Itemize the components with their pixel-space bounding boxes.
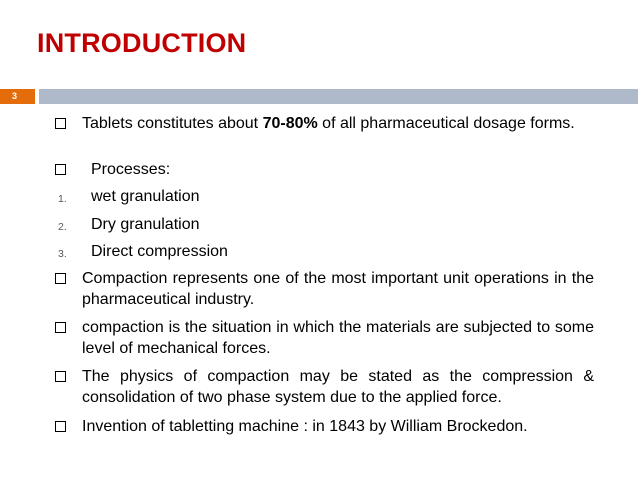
list-item-text: Compaction represents one of the most important unit operations in the pharmaceutical industry.: [82, 270, 594, 308]
slide-number: 3: [12, 91, 18, 101]
list-item-text-bold: 70-80%: [262, 115, 318, 132]
list-item-text: [82, 113, 594, 134]
header-rule-bar: [39, 89, 638, 104]
list-number: 2.: [58, 221, 67, 233]
list-item-text: compaction is the situation in which the materials are subjected to some level of mechanical forces.: [82, 319, 594, 357]
list-number: 3.: [58, 248, 67, 260]
list-item-text: Direct compression: [91, 243, 228, 260]
list-item-text-post: of all pharmaceutical dosage forms.: [317, 115, 575, 132]
square-bullet-icon: [55, 421, 66, 432]
square-bullet-icon: [55, 371, 66, 382]
list-number: 1.: [58, 193, 67, 205]
square-bullet-icon: [55, 273, 66, 284]
accent-bar: [0, 89, 35, 104]
square-bullet-icon: [55, 118, 66, 129]
list-item-text: Dry granulation: [91, 216, 200, 233]
list-item-text: wet granulation: [91, 188, 200, 205]
square-bullet-icon: [55, 164, 66, 175]
list-item-text-pre: Tablets constitutes about: [82, 115, 263, 132]
list-item-text: The physics of compaction may be stated as the compression & consolidation of two phase system due to the applied force.: [82, 368, 594, 406]
slide-title: INTRODUCTION: [37, 28, 247, 58]
list-item-text: Processes:: [91, 161, 171, 178]
list-item-text: Invention of tabletting machine : in 1843 by William Brockedon.: [82, 418, 528, 435]
square-bullet-icon: [55, 322, 66, 333]
